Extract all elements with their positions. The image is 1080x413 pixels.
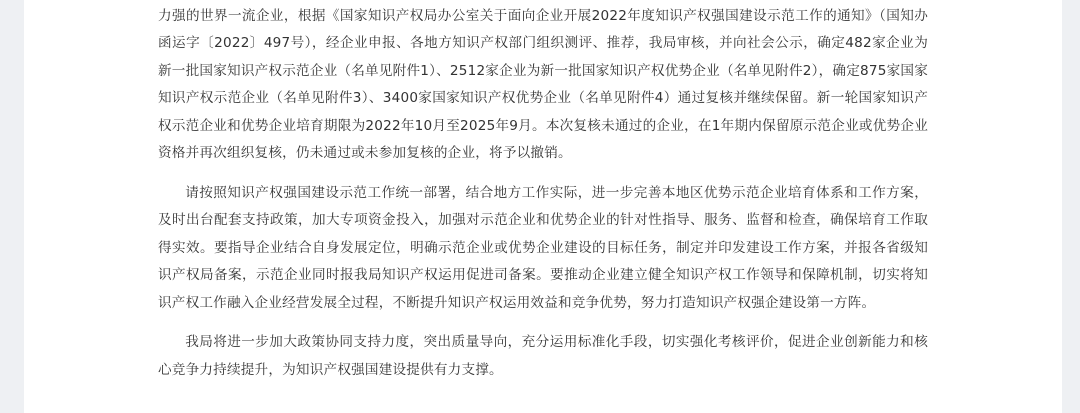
article-page	[24, 0, 1062, 413]
article-paragraph-continued: 力强的世界一流企业，根据《国家知识产权局办公室关于面向企业开展2022年度知识产权强国建设示范工作的通知》（国知办函运字〔2022〕497号），经企业申报、各地方知识产权部门组织测评、推荐，我局审核，并向社会公示，确定482家企业为新一批国家知识产权示范企业（名单见附件1）、2512家企业为新一批国家知识产权优势企业（名单见附件2），确定875家国家知识产权示范企业（名单见附件3）、3400家国家知识产权优势企业（名单见附件4）通过复核并继续保留。新一轮国家知识产权示范企业和优势企业培育期限为2022年10月至2025年9月。本次复核未通过的企业，在1年期内保留原示范企业或优势企业资格并再次组织复核，仍未通过或未参加复核的企业，将予以撤销。	[158, 8, 928, 162]
article-body	[158, 3, 928, 384]
article-paragraph: 请按照知识产权强国建设示范工作统一部署，结合地方工作实际，进一步完善本地区优势示范企业培育体系和工作方案，及时出台配套支持政策，加大专项资金投入，加强对示范企业和优势企业的针对性指导、服务、监督和检查，确保培育工作取得实效。要指导企业结合自身发展定位，明确示范企业或优势企业建设的目标任务，制定并印发建设工作方案，并报各省级知识产权局备案，示范企业同时报我局知识产权运用促进司备案。要推动企业建立健全知识产权工作领导和保障机制，切实将知识产权工作融入企业经营发展全过程，不断提升知识产权运用效益和竞争优势，努力打造知识产权强企建设第一方阵。	[158, 184, 928, 311]
article-paragraph: 我局将进一步加大政策协同支持力度，突出质量导向，充分运用标准化手段，切实强化考核评价，促进企业创新能力和核心竞争力持续提升，为知识产权强国建设提供有力支撑。	[158, 334, 928, 378]
